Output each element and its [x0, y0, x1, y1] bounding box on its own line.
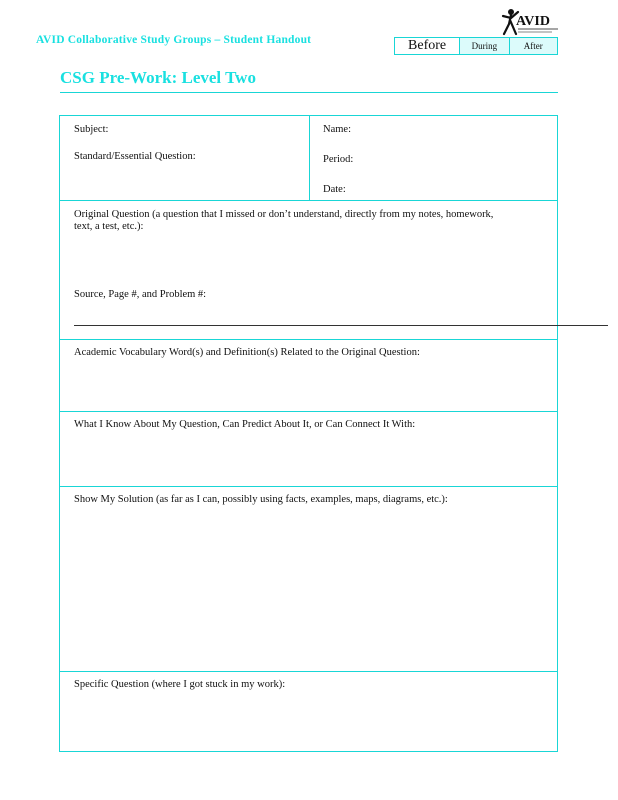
standard-question-label[interactable]: Standard/Essential Question:: [74, 151, 196, 162]
source-label[interactable]: Source, Page #, and Problem #:: [74, 289, 207, 300]
divider-5: [60, 671, 557, 672]
vocabulary-label[interactable]: Academic Vocabulary Word(s) and Definition(s) Related to the Original Question:: [74, 347, 420, 358]
divider-3: [60, 411, 557, 412]
subject-label[interactable]: Subject:: [74, 124, 109, 135]
specific-question-label[interactable]: Specific Question (where I got stuck in my work):: [74, 679, 286, 690]
what-i-know-label[interactable]: What I Know About My Question, Can Predict About It, or Can Connect It With:: [74, 419, 416, 430]
divider-1: [60, 200, 557, 201]
period-label[interactable]: Period:: [323, 154, 354, 165]
original-question-label[interactable]: Original Question (a question that I missed or don’t understand, directly from my notes, homework, text, a test, etc.):: [74, 209, 494, 232]
phase-before: Before: [395, 38, 460, 54]
page-title: CSG Pre-Work: Level Two: [60, 68, 256, 87]
phase-indicator: [394, 37, 558, 55]
title-divider: [60, 92, 558, 93]
date-label[interactable]: Date:: [323, 184, 346, 195]
name-label[interactable]: Name:: [323, 124, 351, 135]
top-divider-vertical: [309, 116, 310, 200]
prework-form: [59, 115, 558, 752]
source-answer-line[interactable]: [74, 325, 608, 326]
phase-during: During: [460, 38, 509, 54]
divider-2: [60, 339, 557, 340]
avid-logo: [500, 6, 560, 36]
program-title: AVID Collaborative Study Groups – Student Handout: [36, 34, 312, 46]
phase-after: After: [510, 38, 557, 54]
divider-4: [60, 486, 557, 487]
solution-label[interactable]: Show My Solution (as far as I can, possibly using facts, examples, maps, diagrams, etc.):: [74, 494, 448, 505]
logo-text: AVID: [516, 14, 550, 29]
